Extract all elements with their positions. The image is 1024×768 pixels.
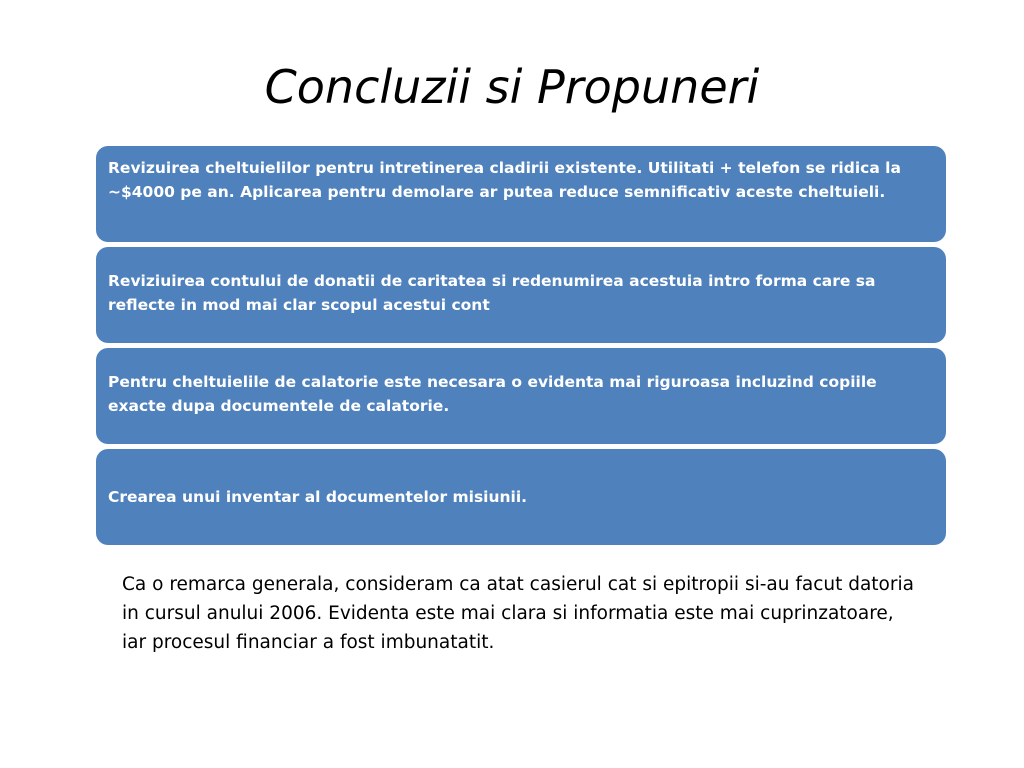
general-remark: Ca o remarca generala, consideram ca atat casierul cat si epitropii si-au facut datoria in cursul anului 2006. Evidenta este mai clara si informatia este mai cuprinzatoare, iar procesul financiar a fost imbunatatit. [122,574,914,653]
conclusion-text-1: Revizuirea cheltuielilor pentru intretinerea cladirii existente. Utilitati + telefon se ridica la ~$4000 pe an. Aplicarea pentru demolare ar putea reduce semnificativ aceste cheltuieli. [108,159,901,201]
conclusion-text-3: Pentru cheltuielile de calatorie este necesara o evidenta mai riguroasa incluzind copiile exacte dupa documentele de calatorie. [108,373,877,415]
conclusion-box-1 [96,146,946,242]
conclusion-box-3 [96,348,946,444]
conclusion-list [96,146,946,550]
conclusion-box-2 [96,247,946,343]
conclusion-box-4 [96,449,946,545]
slide-title: Concluzii si Propuneri [264,60,760,114]
conclusion-text-4: Crearea unui inventar al documentelor misiunii. [108,488,528,506]
conclusion-text-2: Reviziuirea contului de donatii de caritatea si redenumirea acestuia intro forma care sa reflecte in mod mai clar scopul acestui cont [108,272,876,314]
